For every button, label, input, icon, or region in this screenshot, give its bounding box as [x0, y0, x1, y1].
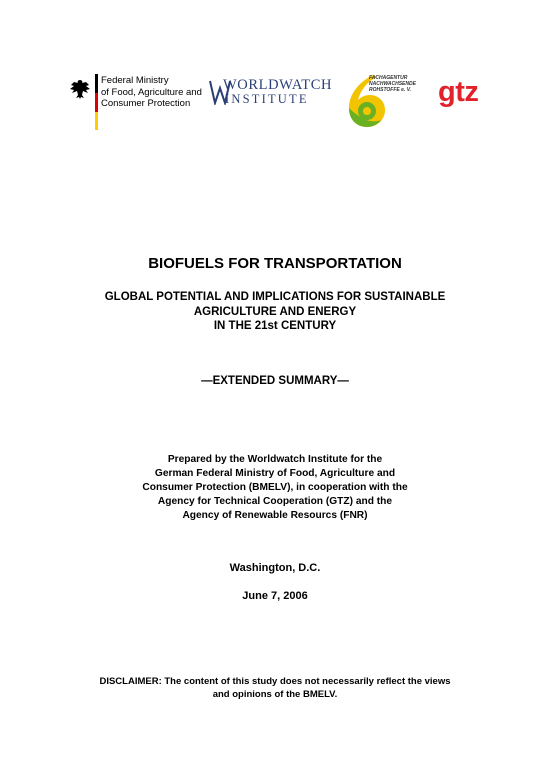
disclaimer: DISCLAIMER: The content of this study does not necessarily reflect the views and opinions of the BMELV.	[99, 676, 451, 700]
gtz-logo: gtz	[438, 76, 479, 108]
federal-eagle-icon	[68, 78, 92, 100]
prepared-by-text: Prepared by the Worldwatch Institute for the German Federal Ministry of Food, Agriculture and Consumer Protection (BMELV), in cooperation with the Agency for Technical Cooperation (GTZ) and the Agency of Renewable Resourcs (FNR)	[142, 454, 408, 521]
extended-summary-label: —EXTENDED SUMMARY—	[201, 375, 349, 387]
bmelv-logo	[68, 74, 208, 134]
document-subtitle: GLOBAL POTENTIAL AND IMPLICATIONS FOR SUSTAINABLE AGRICULTURE AND ENERGY IN THE 21st CENTURY	[104, 291, 446, 332]
flag-stripe	[95, 74, 98, 130]
publication-date: June 7, 2006	[242, 590, 308, 602]
worldwatch-logo: WORLDWATCH INSTITUTE	[209, 76, 329, 106]
fnr-logo	[343, 72, 415, 130]
fnr-logo-text: FACHAGENTUR NACHWACHSENDE ROHSTOFFE e. V.	[369, 75, 416, 93]
place: Washington, D.C.	[229, 562, 321, 574]
bmelv-logo-text: Federal Ministry of Food, Agriculture and Consumer Protection	[101, 75, 202, 109]
document-title: BIOFUELS FOR TRANSPORTATION	[148, 255, 402, 272]
